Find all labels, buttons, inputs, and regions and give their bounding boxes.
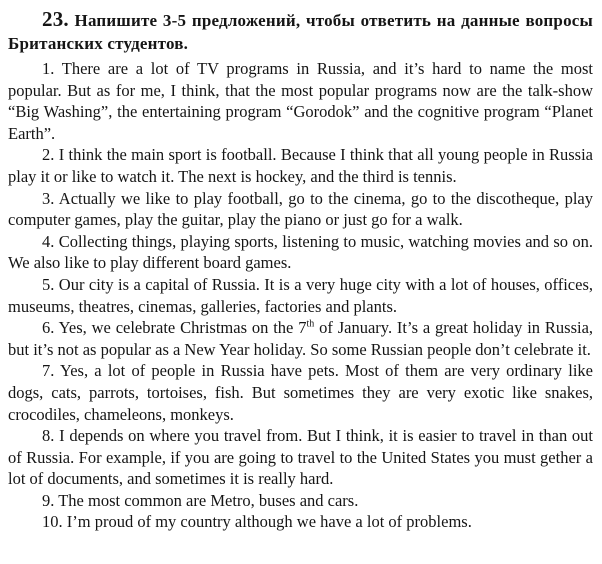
ordinal-superscript: th bbox=[306, 318, 315, 330]
answer-number: 10. bbox=[42, 512, 63, 532]
answer-number: 8. bbox=[42, 426, 55, 446]
answer-number: 2. bbox=[42, 145, 55, 165]
answer-text: I depends on where you travel from. But I think, it is easier to travel in than out of Russia. For example, if you are going to travel to the United States you must gether a lot of documents, and sometimes it is really hard. bbox=[8, 426, 594, 489]
answer-text: Collecting things, playing sports, listening to music, watching movies and so on. We also like to play different board games. bbox=[8, 231, 593, 273]
answer-number: 5. bbox=[42, 274, 55, 294]
answer-number: 4. bbox=[42, 231, 55, 251]
answer-paragraph-7 bbox=[8, 360, 593, 425]
answer-number: 1. bbox=[42, 59, 55, 78]
exercise-title: Напишите 3-5 предложений, чтобы ответить на данные вопросы Британских студентов. bbox=[8, 11, 593, 53]
answer-paragraph-8 bbox=[8, 425, 593, 490]
answer-paragraph-6 bbox=[8, 317, 593, 360]
answer-paragraph-1 bbox=[8, 58, 593, 144]
answer-text: I’m proud of my country although we have a lot of problems. bbox=[66, 512, 472, 532]
answer-number: 6. bbox=[42, 318, 55, 338]
answer-number: 7. bbox=[42, 361, 55, 381]
answer-paragraph-3 bbox=[8, 188, 593, 231]
answer-text-before-superscript: Yes, we celebrate Christmas on the 7 bbox=[58, 318, 307, 338]
answer-paragraph-4 bbox=[8, 231, 593, 274]
answer-text: Yes, a lot of people in Russia have pets. Most of them are very ordinary like dogs, cats, parrots, tortoises, fish. But sometimes they are very exotic like snakes, crocodiles, chameleons, monkeys. bbox=[8, 361, 593, 424]
answer-text: I think the main sport is football. Because I think that all young people in Russia play it or like to watch it. The next is hockey, and the third is tennis. bbox=[8, 145, 594, 186]
answer-text: Actually we like to play football, go to the cinema, go to the discotheque, play computer games, play the guitar, play the piano or just go for a walk. bbox=[8, 188, 593, 230]
answer-text-after-superscript: of January. It’s a great holiday in Russia, but it’s not as popular as a New Year holiday. So some Russian people don’t celebrate it. bbox=[8, 318, 594, 359]
answer-text: Our city is a capital of Russia. It is a very huge city with a lot of houses, offices, museums, theatres, cinemas, galleries, factories and plants. bbox=[8, 274, 594, 316]
exercise-heading bbox=[8, 8, 593, 55]
answer-paragraph-9 bbox=[8, 490, 593, 512]
answer-number: 9. bbox=[42, 490, 55, 510]
answer-number: 3. bbox=[42, 188, 55, 208]
exercise-number: 23. bbox=[42, 7, 69, 31]
answer-text: There are a lot of TV programs in Russia, and it’s hard to name the most popular. But as for me, I think, that the most popular programs now are the talk-show “Big Washing”, the entertaining program “Gorodok” and the cognitive program “Planet Earth”. bbox=[8, 59, 593, 143]
answer-paragraph-5 bbox=[8, 274, 593, 317]
answer-paragraph-10 bbox=[8, 511, 593, 533]
answer-paragraph-2 bbox=[8, 144, 593, 187]
answer-text: The most common are Metro, buses and cars. bbox=[58, 490, 359, 510]
